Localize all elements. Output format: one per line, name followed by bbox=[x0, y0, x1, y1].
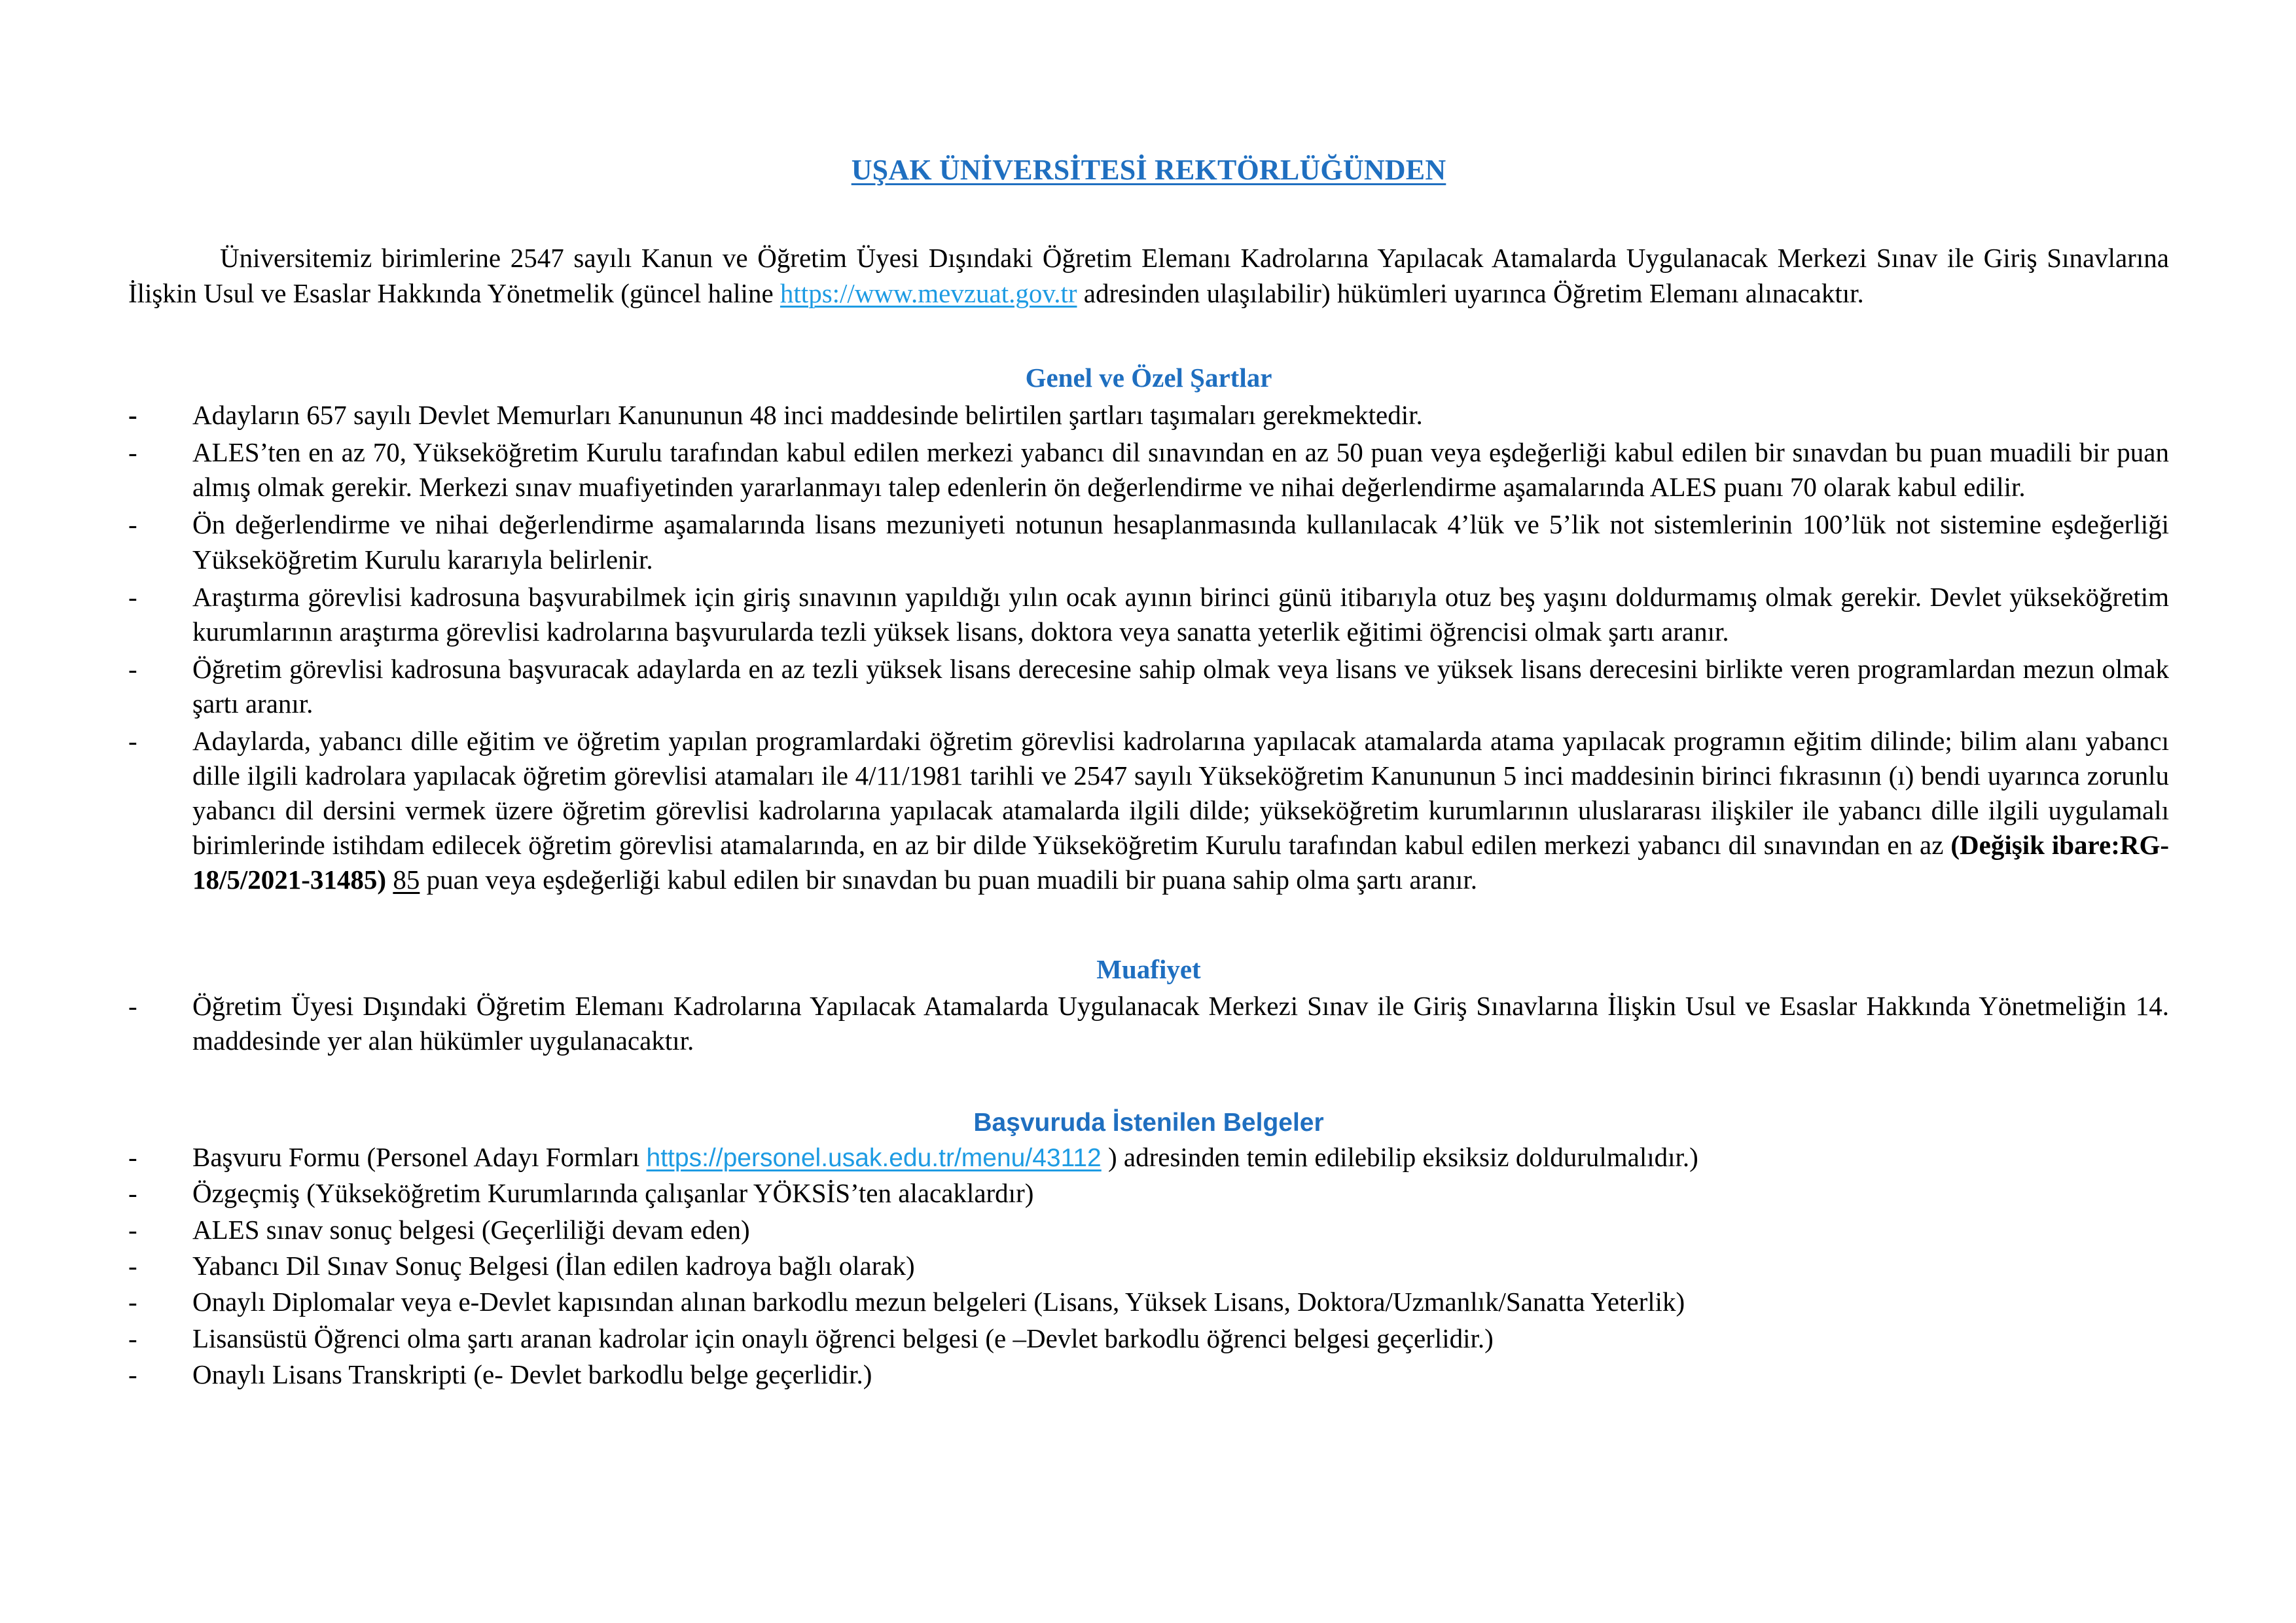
intro-text-part1: Üniversitemiz birimlerine 2547 sayılı Kanun ve Öğretim Üyesi Dışındaki Öğretim Elemanı Kadrolarına Yapılacak Atamalarda Uygulanacak Merkezi Sınav ile Giriş Sınavlarına İlişkin Usul ve Esaslar Hakkında Yönetmelik (güncel haline bbox=[128, 243, 2169, 308]
list-item bbox=[128, 435, 2169, 505]
bullet-marker: - bbox=[128, 653, 137, 684]
list-item bbox=[128, 989, 2169, 1058]
bullet-marker: - bbox=[128, 581, 137, 612]
bullet-marker: - bbox=[128, 437, 137, 468]
list-item-text: Adayların 657 sayılı Devlet Memurları Kanununun 48 inci maddesinde belirtilen şartları taşımaları gerekmektedir. bbox=[192, 400, 1423, 431]
list-item-text: Onaylı Diplomalar veya e-Devlet kapısından alınan barkodlu mezun belgeleri (Lisans, Yüksek Lisans, Doktora/Uzmanlık/Sanatta Yeterlik) bbox=[192, 1287, 1685, 1317]
genel-ozel-sartlar-list bbox=[128, 398, 2169, 897]
list-item bbox=[128, 580, 2169, 649]
bullet-marker: - bbox=[128, 1287, 137, 1317]
bullet-marker: - bbox=[128, 1250, 137, 1281]
list-item-yabanci-dil bbox=[128, 724, 2169, 897]
bullet-marker: - bbox=[128, 1178, 137, 1209]
list-item-text: Lisansüstü Öğrenci olma şartı aranan kadrolar için onaylı öğrenci belgesi (e –Devlet barkodlu öğrenci belgesi geçerlidir.) bbox=[192, 1323, 1494, 1353]
section-heading-genel-ozel-sartlar: Genel ve Özel Şartlar bbox=[1025, 362, 1272, 393]
list-item-text: Araştırma görevlisi kadrosuna başvurabilmek için giriş sınavının yapıldığı yılın ocak ayının birinci günü itibarıyla otuz beş yaşını doldurmamış olmak gerekir. Devlet yükseköğretim kurumlarının araştırma görevlisi kadrolarına başvurularda tezli yüksek lisans, doktora veya sanatta yeterlik eğitimi öğrencisi olmak şartı aranır. bbox=[192, 581, 2169, 647]
list-item-basvuru-formu bbox=[128, 1140, 2169, 1175]
intro-paragraph bbox=[128, 241, 2169, 311]
personel-formlari-link[interactable]: https://personel.usak.edu.tr/menu/43112 bbox=[646, 1143, 1102, 1172]
amendment-note: (Değişik ibare:RG-18/5/2021-31485) bbox=[192, 830, 2169, 895]
intro-text-part2: adresinden ulaşılabilir) hükümleri uyarınca Öğretim Elemanı alınacaktır. bbox=[1077, 277, 1864, 308]
bullet-marker: - bbox=[128, 726, 137, 757]
document-content bbox=[128, 154, 2169, 1392]
bullet-marker: - bbox=[128, 1359, 137, 1389]
list-item-text: Ön değerlendirme ve nihai değerlendirme aşamalarında lisans mezuniyeti notunun hesaplanmasında kullanılacak 4’lük ve 5’lik not sistemlerinin 100’lük not sistemine eşdeğerliği Yükseköğretim Kurulu kararıyla belirlenir. bbox=[192, 509, 2169, 575]
score-value-underlined: 85 bbox=[393, 865, 420, 895]
list-item bbox=[128, 1176, 2169, 1211]
list-item bbox=[128, 1213, 2169, 1247]
muafiyet-list bbox=[128, 989, 2169, 1058]
list-item bbox=[128, 1357, 2169, 1392]
list-item-text: Öğretim Üyesi Dışındaki Öğretim Elemanı Kadrolarına Yapılacak Atamalarda Uygulanacak Merkezi Sınav ile Giriş Sınavlarına İlişkin Usul ve Esaslar Hakkında Yönetmeliğin 14. maddesinde yer alan hükümler uygulanacaktır. bbox=[192, 990, 2169, 1056]
list-item-text-after: puan veya eşdeğerliği kabul edilen bir sınavdan bu puan muadili bir puana sahip olma şartı aranır. bbox=[420, 865, 1477, 895]
list-item bbox=[128, 652, 2169, 721]
page-title bbox=[128, 154, 2169, 186]
bullet-marker: - bbox=[128, 400, 137, 431]
mevzuat-link[interactable]: https://www.mevzuat.gov.tr bbox=[780, 277, 1077, 308]
list-item-text-before-link: Başvuru Formu (Personel Adayı Formları bbox=[192, 1141, 647, 1172]
spacer bbox=[386, 865, 393, 895]
list-item-text: Öğretim görevlisi kadrosuna başvuracak adaylarda en az tezli yüksek lisans derecesine sahip olmak veya lisans ve yüksek lisans derecesini birlikte veren programlardan mezun olmak şartı aranır. bbox=[192, 653, 2169, 719]
bullet-marker: - bbox=[128, 509, 137, 540]
list-item-text: Onaylı Lisans Transkripti (e- Devlet barkodlu belge geçerlidir.) bbox=[192, 1359, 872, 1389]
list-item-text: ALES sınav sonuç belgesi (Geçerliliği devam eden) bbox=[192, 1214, 750, 1245]
bullet-marker: - bbox=[128, 1141, 137, 1172]
list-item-text: ALES’ten en az 70, Yükseköğretim Kurulu tarafından kabul edilen merkezi yabancı dil sınavından en az 50 puan veya eşdeğerliği kabul edilen bir sınavdan bu puan muadili bir puan almış olmak gerekir. Merkezi sınav muafiyetinden yararlanmayı talep edenlerin ön değerlendirme ve nihai değerlendirme aşamalarında ALES puanı 70 olarak kabul edilir. bbox=[192, 437, 2169, 503]
list-item-text-before-bold: Adaylarda, yabancı dille eğitim ve öğretim yapılan programlardaki öğretim görevlisi kadrolarına yapılacak atamalarda atama yapılacak programın eğitim dilinde; bilim alanı yabancı dille ilgili kadrolara yapılacak öğretim görevlisi atamaları ile 4/11/1981 tarihli ve 2547 sayılı Yükseköğretim Kanununun 5 inci maddesinin birinci fıkrasının (ı) bendi uyarınca zorunlu yabancı dil dersini vermek üzere öğretim görevlisi kadrolarına yapılacak atamalarda ilgili dilde; yükseköğretim kurumlarının uluslararası ilişkiler ile yabancı dille ilgili uygulamalı birimlerinde istihdam edilecek öğretim görevlisi atamalarında, en az bir dilde Yükseköğretim Kurulu tarafından kabul edilen merkezi yabancı dil sınavından en az bbox=[192, 726, 2169, 861]
belgeler-list bbox=[128, 1140, 2169, 1392]
section-heading-basvuruda-istenilen-belgeler: Başvuruda İstenilen Belgeler bbox=[973, 1108, 1324, 1137]
list-item-text-after-link: ) adresinden temin edilebilip eksiksiz doldurulmalıdır.) bbox=[1101, 1141, 1698, 1172]
list-item bbox=[128, 1285, 2169, 1319]
bullet-marker: - bbox=[128, 990, 137, 1021]
list-item bbox=[128, 1321, 2169, 1356]
section-heading-muafiyet: Muafiyet bbox=[1096, 954, 1201, 985]
list-item bbox=[128, 398, 2169, 433]
bullet-marker: - bbox=[128, 1214, 137, 1245]
list-item bbox=[128, 1249, 2169, 1283]
page-title-text: UŞAK ÜNİVERSİTESİ REKTÖRLÜĞÜNDEN bbox=[851, 154, 1446, 186]
list-item-text: Yabancı Dil Sınav Sonuç Belgesi (İlan edilen kadroya bağlı olarak) bbox=[192, 1250, 915, 1281]
bullet-marker: - bbox=[128, 1323, 137, 1353]
list-item-text: Özgeçmiş (Yükseköğretim Kurumlarında çalışanlar YÖKSİS’ten alacaklardır) bbox=[192, 1178, 1034, 1209]
list-item bbox=[128, 507, 2169, 577]
